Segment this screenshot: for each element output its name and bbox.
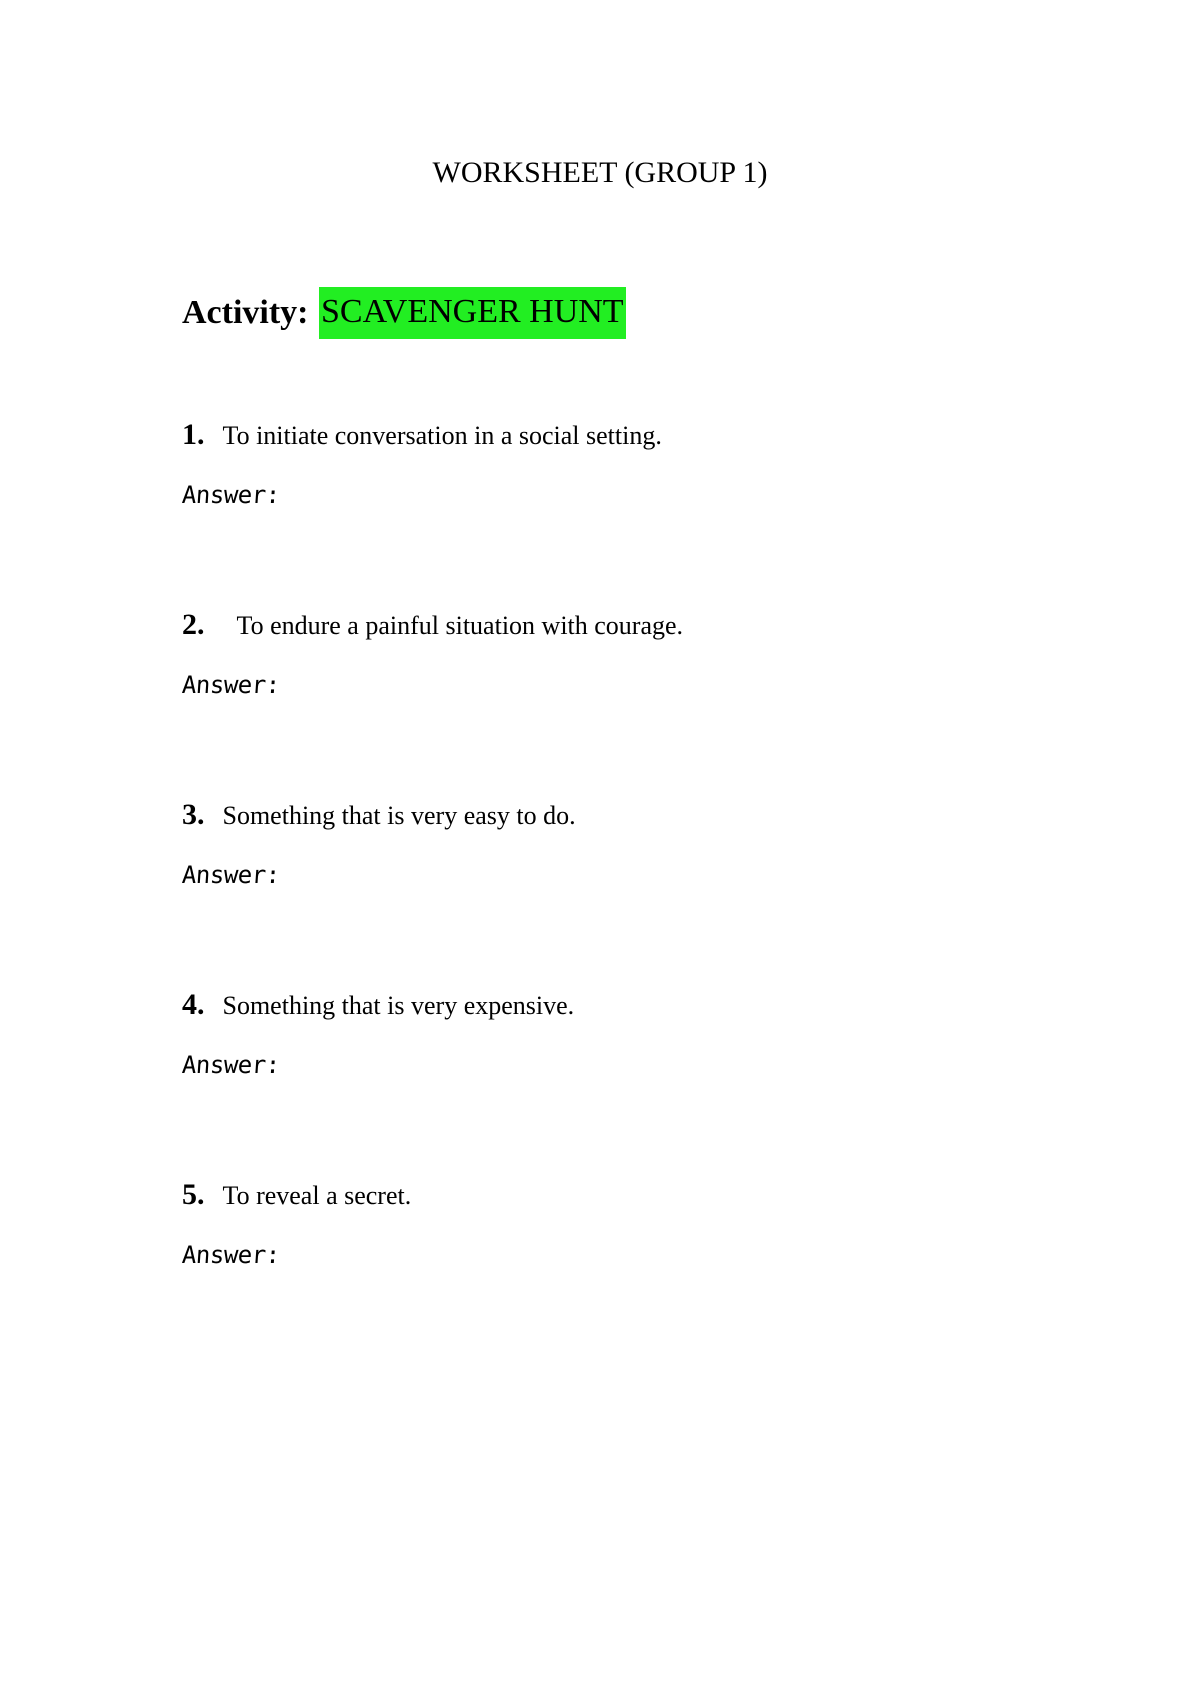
- question-4: [182, 990, 574, 1020]
- answer-label: Answer:: [181, 1241, 281, 1269]
- question-text: To reveal a secret.: [222, 1181, 412, 1210]
- question-number: 3.: [182, 798, 205, 831]
- activity-heading: [182, 288, 626, 340]
- question-text: Something that is very easy to do.: [222, 801, 576, 830]
- question-number: 1.: [182, 418, 205, 451]
- question-2: [182, 610, 683, 640]
- answer-label: Answer:: [181, 671, 281, 699]
- question-text: To initiate conversation in a social setting.: [222, 421, 662, 450]
- question-3: [182, 800, 576, 830]
- activity-label: Activity:: [182, 294, 309, 331]
- answer-label: Answer:: [181, 1051, 281, 1079]
- question-text: To endure a painful situation with courage.: [236, 611, 684, 640]
- answer-label: Answer:: [181, 481, 281, 509]
- activity-name-highlight: SCAVENGER HUNT: [319, 287, 626, 339]
- answer-label: Answer:: [181, 861, 281, 889]
- question-1: [182, 420, 662, 450]
- worksheet-title: WORKSHEET (GROUP 1): [432, 156, 768, 189]
- question-text: Something that is very expensive.: [222, 991, 575, 1020]
- question-5: [182, 1180, 411, 1210]
- question-number: 2.: [182, 608, 205, 641]
- question-number: 4.: [182, 988, 205, 1021]
- question-number: 5.: [182, 1178, 205, 1211]
